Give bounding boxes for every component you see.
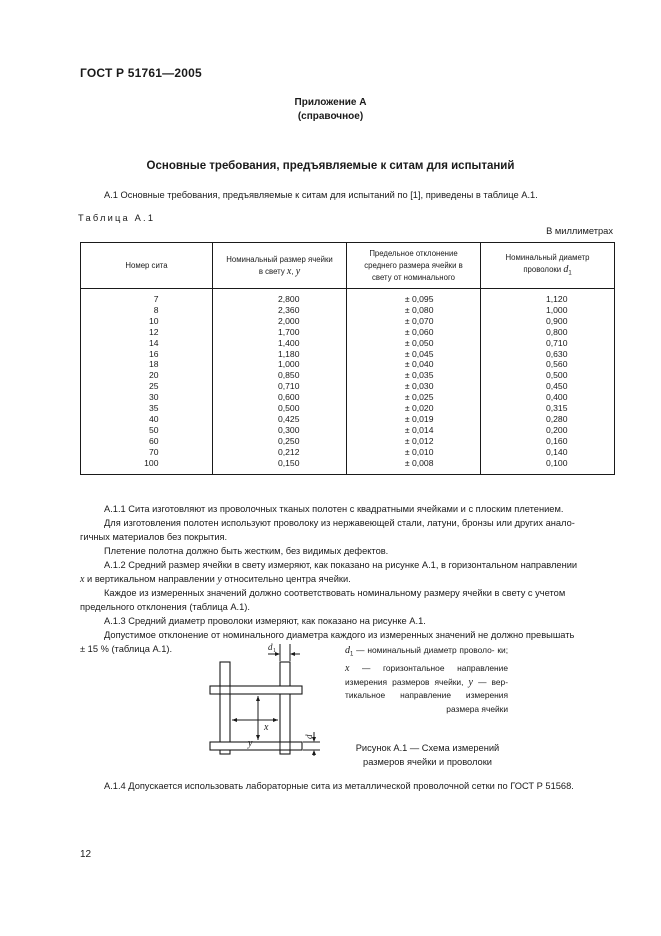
header-sieve-number: Номер сита [81,243,213,289]
y-label: y [248,738,253,749]
cell-sieve-number: 50 [81,425,213,436]
paragraph-materials-2: гичных материалов без покрытия. [80,532,228,542]
cell-sieve-number: 16 [81,349,213,360]
cell-deviation: ± 0,012 [347,436,481,447]
paragraph-a13: А.1.3 Средний диаметр проволоки измеряют, как показано на рисунке А.1. [104,616,426,626]
sieve-table [80,242,615,475]
paragraph-a12-2: x и вертикальном направлении y относительно центра ячейки. [80,574,351,585]
cell-aperture: 0,600 [213,392,347,403]
cell-wire-diameter: 0,100 [481,458,615,474]
d1-label-side: d [304,734,314,739]
table-row [81,370,615,381]
x-label: x [264,722,269,733]
cell-wire-diameter: 0,400 [481,392,615,403]
cell-aperture: 1,180 [213,349,347,360]
cell-sieve-number: 10 [81,316,213,327]
section-title: Основные требования, предъявляемые к ситам для испытаний [146,160,515,172]
cell-deviation: ± 0,008 [347,458,481,474]
cell-sieve-number: 25 [81,381,213,392]
paragraph-tolerance-2: ± 15 % (таблица А.1). [80,644,173,654]
table-label: Таблица А.1 [78,213,156,223]
table-row [81,436,615,447]
cell-wire-diameter: 0,200 [481,425,615,436]
cell-aperture: 2,000 [213,316,347,327]
standard-code: ГОСТ Р 51761—2005 [80,66,202,80]
cell-deviation: ± 0,045 [347,349,481,360]
cell-aperture: 0,250 [213,436,347,447]
appendix-subtitle: (справочное) [297,111,364,122]
cell-wire-diameter: 1,000 [481,305,615,316]
cell-deviation: ± 0,030 [347,381,481,392]
cell-deviation: ± 0,035 [347,370,481,381]
paragraph-weave: Плетение полотна должно быть жестким, без видимых дефектов. [104,546,389,556]
cell-aperture: 0,710 [213,381,347,392]
cell-wire-diameter: 0,160 [481,436,615,447]
cell-sieve-number: 8 [81,305,213,316]
vertical-wire-left [220,662,230,754]
paragraph-each-1: Каждое из измеренных значений должно соответствовать номинальному размеру ячейки в свету с учетом [104,588,566,598]
cell-aperture: 2,800 [213,289,347,305]
table-row [81,349,615,360]
cell-wire-diameter: 0,500 [481,370,615,381]
cell-aperture: 0,212 [213,447,347,458]
cell-wire-diameter: 1,120 [481,289,615,305]
mesh-diagram [196,640,328,756]
table-header-row [81,243,615,289]
cell-wire-diameter: 0,800 [481,327,615,338]
cell-deviation: ± 0,095 [347,289,481,305]
cell-deviation: ± 0,014 [347,425,481,436]
cell-sieve-number: 100 [81,458,213,474]
table-row [81,381,615,392]
cell-sieve-number: 35 [81,403,213,414]
cell-sieve-number: 14 [81,338,213,349]
paragraph-materials-1: Для изготовления полотен используют проволоку из нержавеющей стали, латуни, бронзы или других анало- [104,518,575,528]
cell-sieve-number: 60 [81,436,213,447]
cell-sieve-number: 30 [81,392,213,403]
cell-wire-diameter: 0,315 [481,403,615,414]
cell-sieve-number: 20 [81,370,213,381]
cell-deviation: ± 0,020 [347,403,481,414]
paragraph-a11: А.1.1 Сита изготовляют из проволочных тканых полотен с квадратными ячейками и с плоским плетением. [104,504,564,514]
table-row [81,289,615,305]
cell-deviation: ± 0,025 [347,392,481,403]
table-row [81,425,615,436]
cell-sieve-number: 70 [81,447,213,458]
d1-label-top: d [268,642,273,652]
cell-wire-diameter: 0,560 [481,359,615,370]
cell-deviation: ± 0,050 [347,338,481,349]
table-row [81,305,615,316]
paragraph-each-2: предельного отклонения (таблица А.1). [80,602,250,612]
table-row [81,359,615,370]
cell-deviation: ± 0,010 [347,447,481,458]
appendix-title: Приложение А [294,97,367,108]
cell-aperture: 1,400 [213,338,347,349]
cell-wire-diameter: 0,450 [481,381,615,392]
intro-paragraph: А.1 Основные требования, предъявляемые к ситам для испытаний по [1], приведены в таблице А.1. [104,190,538,200]
figure-legend: $d_1$ — номинальный диаметр проволо- ки; x — горизонтальное направление измерения размеров ячейки, y — вер- тикальное направление измерения размера ячейки [345,645,509,715]
table-row [81,316,615,327]
paragraph-a12-1: А.1.2 Средний размер ячейки в свету измеряют, как показано на рисунке А.1, в горизонтальном направлении [104,560,578,570]
cell-wire-diameter: 0,900 [481,316,615,327]
cell-wire-diameter: 0,630 [481,349,615,360]
paragraph-tolerance-1: Допустимое отклонение от номинального диаметра каждого из измеренных значений не должно превышать [104,630,575,640]
table-row [81,414,615,425]
table-row [81,327,615,338]
cell-deviation: ± 0,040 [347,359,481,370]
cell-deviation: ± 0,070 [347,316,481,327]
table-row [81,447,615,458]
cell-deviation: ± 0,080 [347,305,481,316]
cell-sieve-number: 18 [81,359,213,370]
cell-wire-diameter: 0,280 [481,414,615,425]
header-aperture: Номинальный размер ячейки в свету x, y [213,243,347,289]
cell-aperture: 0,150 [213,458,347,474]
cell-aperture: 2,360 [213,305,347,316]
header-deviation: Предельное отклонение среднего размера ячейки в свету от номинального [347,243,481,289]
cell-deviation: ± 0,060 [347,327,481,338]
cell-sieve-number: 40 [81,414,213,425]
cell-aperture: 1,700 [213,327,347,338]
table-row [81,338,615,349]
paragraph-a14: А.1.4 Допускается использовать лабораторные сита из металлической проволочной сетки по ГОСТ Р 51568. [104,781,574,791]
d1-sub-top: 1 [273,648,276,654]
table-row [81,458,615,474]
table-units: В миллиметрах [546,226,613,236]
cell-wire-diameter: 0,140 [481,447,615,458]
table-row [81,403,615,414]
cell-wire-diameter: 0,710 [481,338,615,349]
cell-aperture: 0,300 [213,425,347,436]
cell-sieve-number: 7 [81,289,213,305]
figure-caption: Рисунок А.1 — Схема измерений размеров ячейки и проволоки [355,743,500,767]
cell-aperture: 0,500 [213,403,347,414]
table-row [81,392,615,403]
page-number: 12 [80,849,92,860]
cell-aperture: 0,425 [213,414,347,425]
cell-sieve-number: 12 [81,327,213,338]
cell-aperture: 1,000 [213,359,347,370]
vertical-wire-right [280,662,290,754]
cell-aperture: 0,850 [213,370,347,381]
cell-deviation: ± 0,019 [347,414,481,425]
header-wire-diameter: Номинальный диаметр проволоки $d_1$ [481,243,615,289]
